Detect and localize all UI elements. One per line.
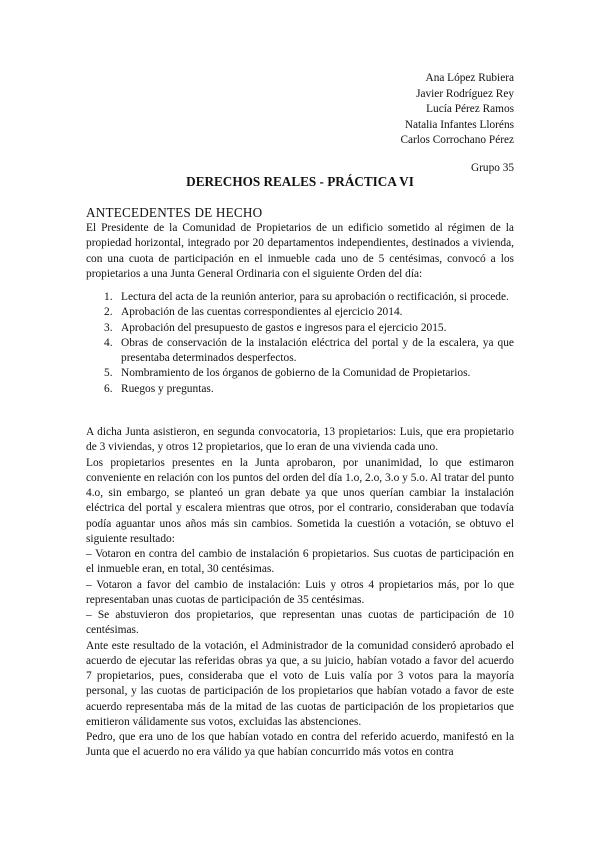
agenda-item (86, 290, 514, 305)
vote-result-item: – Se abstuvieron dos propietarios, que representan unas cuotas de participación de 10 centésimas. (86, 609, 514, 637)
agenda-item-text: Lectura del acta de la reunión anterior, para su aprobación o rectificación, si procede. (121, 291, 509, 303)
agenda-item-number: 2. (104, 306, 113, 319)
vote-result-item: – Votaron a favor del cambio de instalación: Luis y otros 4 propietarios más, por lo que representaban unas cuotas de participación de 35 centésimas. (86, 578, 514, 606)
body-paragraph: Los propietarios presentes en la Junta aprobaron, por unanimidad, lo que estimaron conveniente en relación con los puntos del orden del día 1.o, 2.o, 3.o y 5.o. Al tratar del punto 4.o, sin embargo, se planteó un gran debate ya que unos querían cambiar la instalación eléctrica del portal y escalera mientras que otros, por el contrario, consideraban que todavía podía aguantar unos años más sin cambios. Sometida la cuestión a votación, se obtuvo el siguiente resultado: (86, 456, 514, 545)
author-name: Natalia Infantes Lloréns (404, 118, 514, 131)
author-list (400, 71, 514, 149)
agenda-item-text: Obras de conservación de la instalación eléctrica del portal y de la escalera, ya que presentaba determinados desperfectos. (121, 336, 514, 364)
group-label: Grupo 35 (471, 162, 514, 174)
agenda-item (86, 336, 514, 367)
author-name: Carlos Corrochano Pérez (400, 134, 514, 147)
agenda-item-number: 6. (104, 382, 113, 395)
body-paragraph: Pedro, que era uno de los que habían votado en contra del referido acuerdo, manifestó en la Junta que el acuerdo no era válido ya que habían concurrido más votos en contra (86, 731, 514, 759)
document-title: DERECHOS REALES - PRÁCTICA VI (186, 174, 414, 189)
author-name: Lucía Pérez Ramos (426, 103, 514, 116)
body-paragraph: Ante este resultado de la votación, el Administrador de la comunidad consideró aprobado el acuerdo de ejecutar las referidas obras ya que, a su juicio, habían votado a favor del acuerdo 7 propietarios, pues, consideraba que el voto de Luis valía por 3 votos para la mayoría personal, y las cuotas de participación de los propietarios que habían votado a favor de este acuerdo representaba más de la mitad de las cuotas de participación de los propietarios que emitieron válidamente sus votos, excluidas las abstenciones. (86, 639, 514, 728)
agenda-item (86, 321, 514, 336)
agenda-item-number: 5. (104, 367, 113, 380)
intro-paragraph: El Presidente de la Comunidad de Propietarios de un edificio sometido al régimen de la propiedad horizontal, integrado por 20 departamentos independientes, destinados a vivienda, con una cuota de participación en el inmueble cada uno de 5 centésimas, convocó a los propietarios a una Junta General Ordinaria con el siguiente Orden del día: (86, 222, 514, 280)
agenda-item-number: 1. (104, 291, 113, 303)
agenda-item-number: 4. (104, 336, 113, 349)
agenda-item-text: Nombramiento de los órganos de gobierno de la Comunidad de Propietarios. (121, 367, 471, 380)
agenda-item-text: Aprobación del presupuesto de gastos e ingresos para el ejercicio 2015. (121, 321, 447, 334)
section-heading: ANTECEDENTES DE HECHO (86, 205, 263, 220)
vote-result-item: – Votaron en contra del cambio de instalación 6 propietarios. Sus cuotas de participación en el inmueble eran, en total, 30 centésimas. (86, 548, 514, 576)
agenda-list (86, 290, 514, 397)
author-name: Javier Rodríguez Rey (416, 87, 514, 100)
agenda-item (86, 366, 514, 381)
agenda-item-text: Aprobación de las cuentas correspondientes al ejercicio 2014. (121, 306, 403, 319)
body-paragraph: A dicha Junta asistieron, en segunda convocatoria, 13 propietarios: Luis, que era propietario de 3 viviendas, y otros 12 propietarios, que lo eran de una vivienda cada uno. (86, 426, 514, 454)
author-name: Ana López Rubiera (425, 72, 514, 84)
agenda-item (86, 305, 514, 320)
body-text (86, 425, 514, 761)
agenda-item (86, 382, 514, 397)
agenda-item-text: Ruegos y preguntas. (121, 382, 214, 395)
agenda-item-number: 3. (104, 321, 113, 334)
